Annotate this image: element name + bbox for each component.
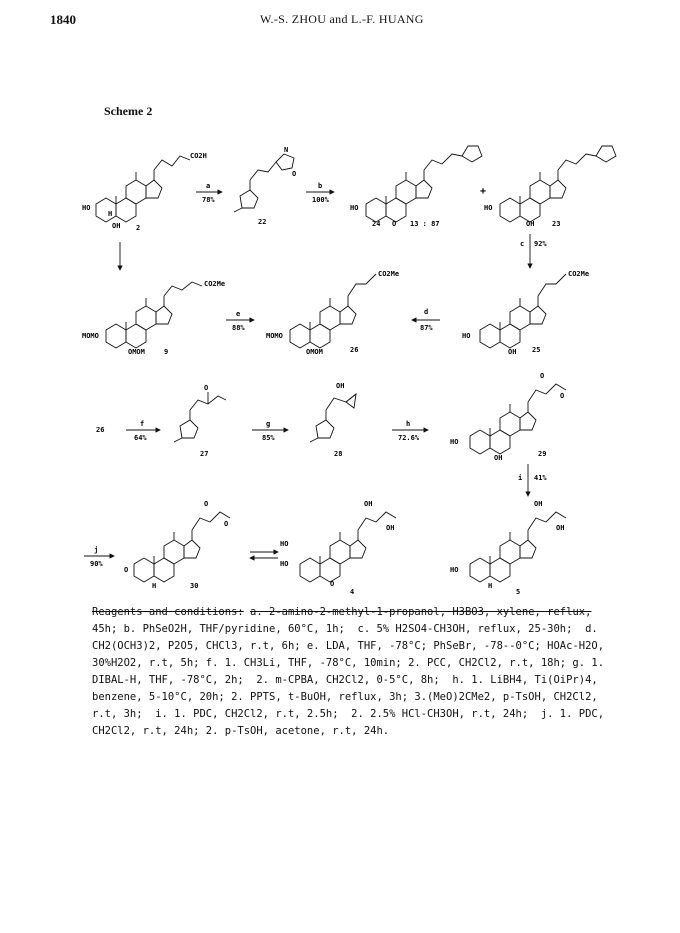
h-label: H: [488, 582, 493, 590]
ho-label-2: HO: [280, 560, 289, 568]
compound-27: [174, 384, 226, 458]
ho-label: HO: [450, 438, 459, 446]
arrow-j: [84, 546, 114, 568]
arrow-h-yield: 72.6%: [398, 434, 420, 442]
conditions-line-7: r.t, 3h; i. 1. PDC, CH2Cl2, r.t, 2.5h; 2. 2.5% HCl-CH3OH, r.t, 24h; j. 1. PDC,: [92, 708, 605, 720]
arrow-e: [226, 310, 254, 332]
compound-4-label: 4: [350, 588, 355, 596]
conditions-heading: Reagents and conditions:: [92, 606, 244, 618]
arrow-g: [252, 420, 288, 442]
condition-a: a. 2-amino-2-methyl-1-propanol, H3BO3, xylene, reflux,: [250, 606, 592, 618]
compound-27-label: 27: [200, 450, 209, 458]
compound-29-label: 29: [538, 450, 547, 458]
compound-29: [450, 372, 566, 462]
ho-label: HO: [462, 332, 471, 340]
oh-label: OH: [494, 454, 503, 462]
arrow-e-yield: 88%: [232, 324, 245, 332]
compound-5-label: 5: [516, 588, 521, 596]
arrow-d: [412, 308, 440, 332]
compound-26-label: 26: [350, 346, 359, 354]
ho-label: HO: [484, 204, 493, 212]
compound-5: [450, 500, 566, 596]
compound-28-label: 28: [334, 450, 343, 458]
arrow-g-letter: g: [266, 420, 271, 428]
co2h-label: CO2H: [190, 152, 207, 160]
arrow-i-letter: i: [518, 474, 523, 482]
equilibrium-arrow: [250, 552, 278, 558]
arrow-h: [392, 420, 428, 442]
o-label: O: [204, 500, 209, 508]
compound-25: [462, 270, 589, 356]
oh-label: OH: [364, 500, 373, 508]
arrow-b-letter: b: [318, 182, 323, 190]
oh-label: OH: [112, 222, 121, 230]
ho-label: HO: [350, 204, 359, 212]
o-label: O: [330, 580, 335, 588]
arrow-a-letter: a: [206, 182, 211, 190]
o-label-2: O: [224, 520, 229, 528]
compound-30: [124, 500, 230, 590]
arrow-j-yield: 90%: [90, 560, 103, 568]
arrow-c-yield: 92%: [534, 240, 547, 248]
ho-label: HO: [450, 566, 459, 574]
h-label: H: [152, 582, 157, 590]
arrow-b: [306, 182, 334, 204]
running-title: W.-S. ZHOU and L.-F. HUANG: [260, 12, 424, 26]
compound-2: [82, 152, 207, 232]
arrow-i-yield: 41%: [534, 474, 547, 482]
co2me-label: CO2Me: [204, 280, 226, 288]
omom-label: OMOM: [128, 348, 145, 356]
compound-9-label: 9: [164, 348, 169, 356]
momo-label: MOMO: [82, 332, 99, 340]
o-label: O: [392, 220, 397, 228]
o-label-2: O: [560, 392, 565, 400]
arrow-j-letter: j: [94, 546, 99, 554]
conditions-line-8: CH2Cl2, r.t, 24h; 2. p-TsOH, acetone, r.t, 24h.: [92, 725, 390, 737]
arrow-f-yield: 64%: [134, 434, 147, 442]
isomer-ratio: 13 : 87: [410, 220, 440, 228]
arrow-e-letter: e: [236, 310, 241, 318]
arrow-d-yield: 87%: [420, 324, 433, 332]
arrow-h-letter: h: [406, 420, 411, 428]
page-number: 1840: [50, 12, 76, 27]
compound-26: [266, 270, 399, 356]
oh-label-2: OH: [386, 524, 395, 532]
compound-9: [82, 280, 225, 356]
arrow-b-yield: 100%: [312, 196, 329, 204]
plus-sign: +: [480, 186, 487, 197]
arrow-i: [518, 464, 547, 496]
o-label: O: [204, 384, 209, 392]
n-label: N: [284, 146, 289, 154]
compound-22-label: 22: [258, 218, 267, 226]
compound-26-ref: 26: [96, 426, 105, 434]
scheme-title: Scheme 2: [104, 104, 153, 118]
compound-30-label: 30: [190, 582, 199, 590]
conditions-line-4: 30%H2O2, r.t, 5h; f. 1. CH3Li, THF, -78°C, 10min; 2. PCC, CH2Cl2, r.t, 18h; g. 1.: [92, 657, 605, 669]
omom-label: OMOM: [306, 348, 323, 356]
compound-23-label: 23: [552, 220, 561, 228]
o-label-3: O: [124, 566, 129, 574]
arrow-g-yield: 85%: [262, 434, 275, 442]
ho-label: HO: [82, 204, 91, 212]
arrow-a-yield: 78%: [202, 196, 215, 204]
co2me-label: CO2Me: [568, 270, 590, 278]
reagents-and-conditions: [92, 604, 652, 740]
co2me-label: CO2Me: [378, 270, 400, 278]
o-label: O: [292, 170, 297, 178]
compound-25-label: 25: [532, 346, 541, 354]
oh-label: OH: [526, 220, 535, 228]
compound-28: [310, 382, 356, 458]
compound-24: [350, 146, 482, 228]
arrow-f-letter: f: [140, 420, 145, 428]
conditions-line-6: benzene, 5-10°C, 20h; 2. PPTS, t-BuOH, reflux, 3h; 3.(MeO)2CMe2, p-TsOH, CH2Cl2,: [92, 691, 598, 703]
conditions-line-3: CH2(OCH3)2, P2O5, CHCl3, r.t, 6h; e. LDA, THF, -78°C; PhSeBr, -78--0°C; HOAc-H2O,: [92, 640, 605, 652]
arrow-d-letter: d: [424, 308, 429, 316]
compound-24-label: 24: [372, 220, 381, 228]
oh-label-2: OH: [556, 524, 565, 532]
momo-label: MOMO: [266, 332, 283, 340]
o-label: O: [540, 372, 545, 380]
compound-23: [484, 146, 616, 228]
compound-2-label: 2: [136, 224, 141, 232]
arrow-f: [126, 420, 160, 442]
arrow-c-letter: c: [520, 240, 525, 248]
h-label: H: [108, 210, 113, 218]
conditions-line-2: 45h; b. PhSeO2H, THF/pyridine, 60°C, 1h; c. 5% H2SO4-CH3OH, reflux, 25-30h; d.: [92, 623, 598, 635]
ho-label: HO: [280, 540, 289, 548]
oh-label: OH: [336, 382, 345, 390]
compound-22: [234, 146, 296, 226]
conditions-line-5: DIBAL-H, THF, -78°C, 2h; 2. m-CPBA, CH2Cl2, 0-5°C, 8h; h. 1. LiBH4, Ti(OiPr)4,: [92, 674, 598, 686]
arrow-a: [196, 182, 222, 204]
arrow-c: [520, 234, 547, 268]
oh-label: OH: [534, 500, 543, 508]
oh-label: OH: [508, 348, 517, 356]
compound-4: [280, 500, 396, 596]
